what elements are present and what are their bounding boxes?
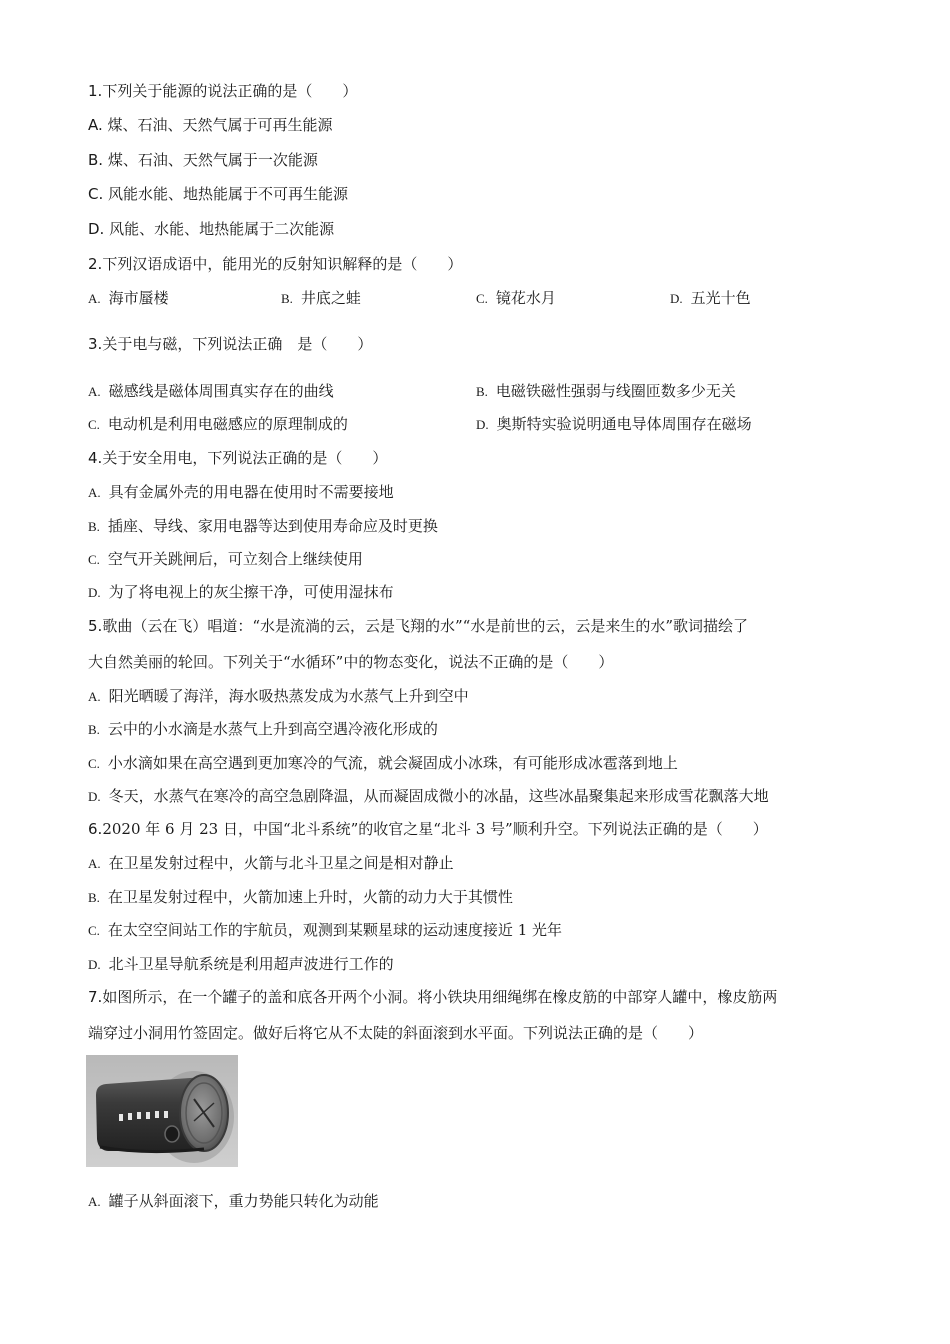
option-text: 插座、导线、家用电器等达到使用寿命应及时更换 — [107, 517, 438, 535]
question-5-stem-line-2 — [88, 652, 613, 672]
option-letter: B. — [88, 722, 100, 737]
question-number: 5. — [88, 617, 103, 635]
option-letter: A. — [88, 116, 103, 134]
question-2-option-a — [88, 288, 169, 309]
question-6-stem — [88, 819, 768, 839]
question-4-option-a — [88, 482, 394, 503]
question-3-option-b — [476, 381, 736, 402]
question-5-option-a — [88, 686, 469, 707]
option-text: 在太空空间站工作的宇航员，观测到某颗星球的运动速度接近 1 光年 — [107, 921, 563, 939]
option-text: 电动机是利用电磁感应的原理制成的 — [107, 415, 348, 433]
question-7-option-a — [88, 1191, 379, 1212]
option-text: 小水滴如果在高空遇到更加寒冷的气流，就会凝固成小冰珠，有可能形成冰雹落到地上 — [107, 754, 678, 772]
option-letter: D. — [476, 417, 489, 432]
option-text: 为了将电视上的灰尘擦干净，可使用湿抹布 — [108, 583, 394, 601]
question-3-option-c — [88, 414, 348, 435]
question-1-option-b — [88, 150, 318, 170]
option-letter: D. — [88, 789, 101, 804]
option-text: 空气开关跳闸后，可立刻合上继续使用 — [107, 550, 363, 568]
question-text: 下列关于能源的说法正确的是（ ） — [102, 82, 358, 100]
option-letter: C. — [88, 923, 100, 938]
option-letter: D. — [88, 220, 105, 238]
question-1-option-a — [88, 115, 333, 135]
option-text: 井底之蛙 — [300, 289, 361, 307]
question-5-option-c — [88, 753, 678, 774]
option-text: 云中的小水滴是水蒸气上升到高空遇冷液化形成的 — [107, 720, 438, 738]
option-text: 五光十色 — [690, 289, 751, 307]
question-text: 如图所示，在一个罐子的盖和底各开两个小洞。将小铁块用细绳绑在橡皮筋的中部穿人罐中，橡皮筋两 — [102, 988, 778, 1006]
question-text: 关于安全用电，下列说法正确的是（ ） — [102, 449, 388, 467]
option-letter: B. — [88, 519, 100, 534]
option-text: 风能水能、地热能属于不可再生能源 — [108, 185, 349, 203]
question-number: 1. — [88, 82, 103, 100]
option-text: 煤、石油、天然气属于一次能源 — [107, 151, 318, 169]
question-4-stem — [88, 448, 387, 468]
question-7-stem-line-2 — [88, 1023, 703, 1043]
option-text: 镜花水月 — [495, 289, 556, 307]
option-text: 磁感线是磁体周围真实存在的曲线 — [108, 382, 334, 400]
option-text: 北斗卫星导航系统是利用超声波进行工作的 — [108, 955, 394, 973]
option-letter: A. — [88, 856, 101, 871]
question-4-option-c — [88, 549, 363, 570]
question-number: 2. — [88, 255, 103, 273]
question-3-stem — [88, 334, 372, 354]
option-letter: A. — [88, 1194, 101, 1209]
question-text: 关于电与磁，下列说法正确 是（ ） — [102, 335, 373, 353]
option-letter: C. — [88, 417, 100, 432]
question-6-option-c — [88, 920, 562, 941]
question-2-option-b — [281, 288, 361, 309]
option-letter: A. — [88, 485, 101, 500]
question-5-option-d — [88, 786, 769, 807]
option-letter: A. — [88, 384, 101, 399]
question-2-option-d — [670, 288, 751, 309]
option-letter: C. — [88, 756, 100, 771]
option-letter: A. — [88, 291, 101, 306]
option-text: 具有金属外壳的用电器在使用时不需要接地 — [108, 483, 394, 501]
question-6-option-d — [88, 954, 394, 975]
question-6-option-b — [88, 887, 513, 908]
question-1-option-d — [88, 219, 334, 239]
question-7-stem-line-1 — [88, 987, 777, 1007]
question-text: 下列汉语成语中，能用光的反射知识解释的是（ ） — [102, 255, 463, 273]
question-3-option-d — [476, 414, 752, 435]
question-text: 2020 年 6 月 23 日，中国“北斗系统”的收官之星“北斗 3 号”顺利升空。下列说法正确的是（ ） — [102, 820, 768, 838]
option-text: 罐子从斜面滚下，重力势能只转化为动能 — [108, 1192, 379, 1210]
option-letter: D. — [670, 291, 683, 306]
option-text: 在卫星发射过程中，火箭加速上升时，火箭的动力大于其惯性 — [107, 888, 513, 906]
question-5-option-b — [88, 719, 438, 740]
question-3-option-a — [88, 381, 334, 402]
option-letter: C. — [476, 291, 488, 306]
question-text: 端穿过小洞用竹签固定。做好后将它从不太陡的斜面滚到水平面。下列说法正确的是（ ） — [88, 1024, 704, 1042]
question-text: 歌曲（云在飞）唱道：“水是流淌的云，云是飞翔的水”“水是前世的云，云是来生的水”歌词描绘了 — [102, 617, 748, 635]
option-text: 在卫星发射过程中，火箭与北斗卫星之间是相对静止 — [108, 854, 454, 872]
question-number: 6. — [88, 820, 103, 838]
option-text: 风能、水能、地热能属于二次能源 — [109, 220, 335, 238]
question-1-stem — [88, 81, 357, 101]
option-letter: D. — [88, 585, 101, 600]
option-letter: B. — [476, 384, 488, 399]
question-2-option-c — [476, 288, 556, 309]
question-5-stem-line-1 — [88, 616, 748, 636]
option-letter: B. — [88, 151, 104, 169]
question-number: 3. — [88, 335, 103, 353]
option-text: 冬天，水蒸气在寒冷的高空急剧降温，从而凝固成微小的冰晶，这些冰晶聚集起来形成雪花飘落大地 — [108, 787, 769, 805]
question-4-option-b — [88, 516, 438, 537]
option-letter: B. — [281, 291, 293, 306]
option-letter: C. — [88, 185, 104, 203]
option-letter: D. — [88, 957, 101, 972]
option-text: 海市蜃楼 — [108, 289, 169, 307]
question-4-option-d — [88, 582, 394, 603]
question-text: 大自然美丽的轮回。下列关于“水循环”中的物态变化，说法不正确的是（ ） — [88, 653, 614, 671]
option-text: 电磁铁磁性强弱与线圈匝数多少无关 — [495, 382, 736, 400]
question-1-option-c — [88, 184, 348, 204]
question-6-option-a — [88, 853, 454, 874]
option-letter: A. — [88, 689, 101, 704]
question-number: 7. — [88, 988, 103, 1006]
option-text: 奥斯特实验说明通电导体周围存在磁场 — [496, 415, 752, 433]
question-number: 4. — [88, 449, 103, 467]
option-text: 煤、石油、天然气属于可再生能源 — [107, 116, 333, 134]
question-2-stem — [88, 254, 462, 274]
option-letter: C. — [88, 552, 100, 567]
option-letter: B. — [88, 890, 100, 905]
can-photo — [86, 1055, 238, 1167]
option-text: 阳光晒暖了海洋，海水吸热蒸发成为水蒸气上升到空中 — [108, 687, 469, 705]
